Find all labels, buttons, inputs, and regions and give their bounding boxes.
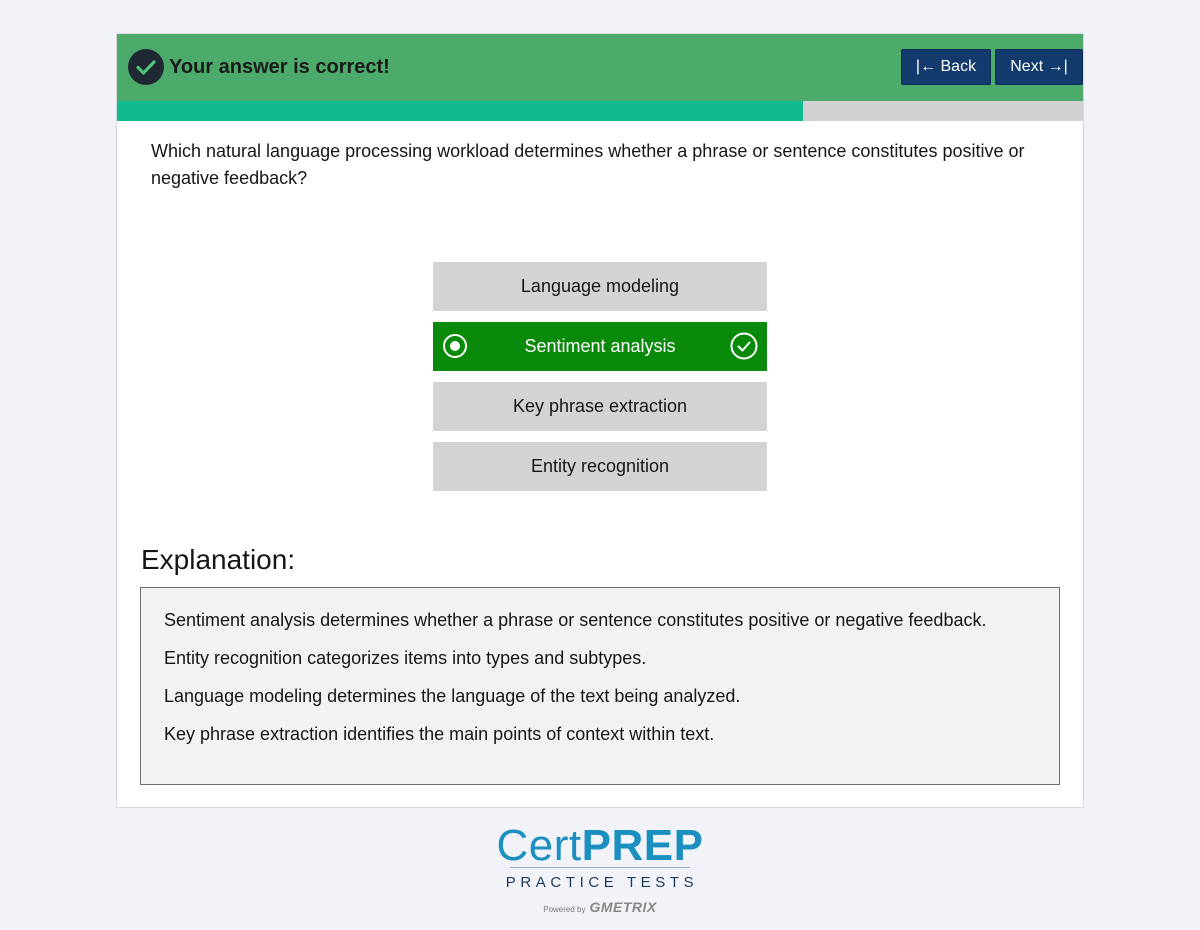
explanation-line: Sentiment analysis determines whether a phrase or sentence constitutes positive or negative feedback. (164, 610, 987, 630)
logo-wordmark: CertPREP (496, 821, 704, 870)
option-key-phrase-extraction[interactable] (433, 382, 767, 431)
option-label: Language modeling (520, 276, 680, 296)
option-language-modeling[interactable] (433, 262, 767, 311)
result-banner (117, 34, 1083, 101)
gmetrix-logo: GMETRIX (589, 899, 657, 915)
explanation-line: Language modeling determines the language of the text being analyzed. (164, 686, 741, 706)
option-label: Key phrase extraction (512, 396, 688, 416)
back-button[interactable]: |← Back (901, 49, 991, 85)
check-icon (128, 49, 164, 85)
progress-fill (117, 101, 803, 121)
result-title: Your answer is correct! (169, 56, 390, 78)
question-text: Which natural language processing workload determines whether a phrase or sentence constitutes positive or negative feedback? (151, 141, 1025, 188)
explanation-box (140, 587, 1060, 785)
option-sentiment-analysis[interactable] (433, 322, 767, 371)
progress-bar (117, 101, 1083, 121)
option-label: Entity recognition (530, 456, 670, 476)
question-card (116, 33, 1084, 808)
next-button[interactable]: Next →| (995, 49, 1083, 85)
option-entity-recognition[interactable] (433, 442, 767, 491)
correct-check-icon (730, 332, 758, 360)
powered-by: Powered by GMETRIX (543, 899, 657, 915)
explanation-line: Key phrase extraction identifies the main points of context within text. (164, 724, 715, 744)
explanation-line: Entity recognition categorizes items into types and subtypes. (164, 648, 647, 668)
logo-subtitle: PRACTICE TESTS (505, 874, 699, 891)
option-label: Sentiment analysis (524, 336, 676, 356)
radio-selected-icon (443, 334, 467, 358)
certprep-logo (490, 822, 710, 922)
explanation-title: Explanation: (141, 544, 296, 575)
logo-divider (510, 867, 690, 868)
